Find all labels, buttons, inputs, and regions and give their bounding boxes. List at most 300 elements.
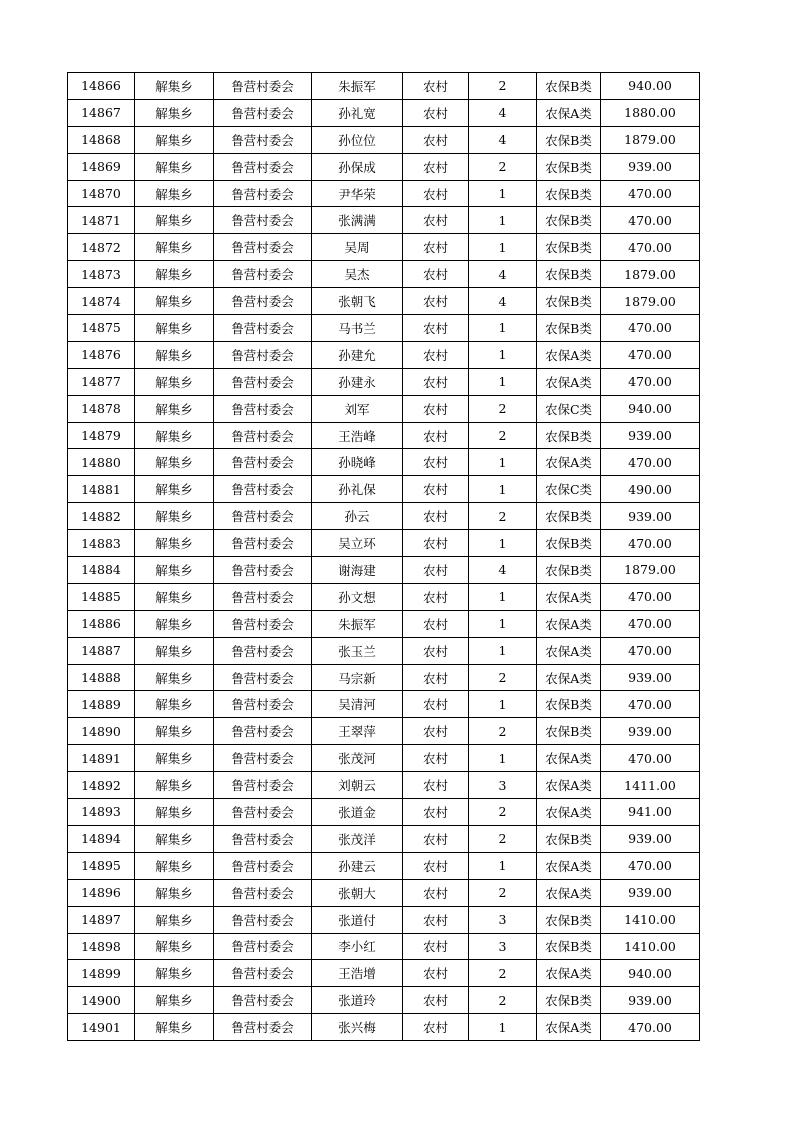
household-size-cell: 2 <box>469 153 537 180</box>
village-committee-cell: 鲁营村委会 <box>214 906 312 933</box>
village-committee-cell: 鲁营村委会 <box>214 852 312 879</box>
insurance-category-cell: 农保A类 <box>537 637 601 664</box>
table-row <box>68 368 700 395</box>
township-cell: 解集乡 <box>135 530 214 557</box>
township-cell: 解集乡 <box>135 207 214 234</box>
township-cell: 解集乡 <box>135 368 214 395</box>
amount-cell: 939.00 <box>601 718 700 745</box>
table-row <box>68 852 700 879</box>
name-cell: 孙礼保 <box>312 476 403 503</box>
record-id-cell: 14881 <box>68 476 135 503</box>
table-row <box>68 987 700 1014</box>
household-size-cell: 2 <box>469 825 537 852</box>
village-committee-cell: 鲁营村委会 <box>214 395 312 422</box>
table-row <box>68 503 700 530</box>
insurance-category-cell: 农保B类 <box>537 530 601 557</box>
record-id-cell: 14885 <box>68 583 135 610</box>
area-type-cell: 农村 <box>403 987 469 1014</box>
area-type-cell: 农村 <box>403 745 469 772</box>
insurance-category-cell: 农保A类 <box>537 879 601 906</box>
village-committee-cell: 鲁营村委会 <box>214 422 312 449</box>
name-cell: 张道付 <box>312 906 403 933</box>
amount-cell: 470.00 <box>601 315 700 342</box>
table-row <box>68 718 700 745</box>
insurance-category-cell: 农保A类 <box>537 664 601 691</box>
name-cell: 孙晓峰 <box>312 449 403 476</box>
village-committee-cell: 鲁营村委会 <box>214 960 312 987</box>
village-committee-cell: 鲁营村委会 <box>214 933 312 960</box>
household-size-cell: 2 <box>469 73 537 100</box>
name-cell: 朱振军 <box>312 610 403 637</box>
area-type-cell: 农村 <box>403 234 469 261</box>
insurance-category-cell: 农保B类 <box>537 73 601 100</box>
amount-cell: 1410.00 <box>601 933 700 960</box>
household-size-cell: 2 <box>469 664 537 691</box>
household-size-cell: 3 <box>469 906 537 933</box>
village-committee-cell: 鲁营村委会 <box>214 99 312 126</box>
record-id-cell: 14877 <box>68 368 135 395</box>
record-id-cell: 14886 <box>68 610 135 637</box>
table-row <box>68 234 700 261</box>
record-id-cell: 14868 <box>68 126 135 153</box>
record-id-cell: 14896 <box>68 879 135 906</box>
village-committee-cell: 鲁营村委会 <box>214 691 312 718</box>
record-id-cell: 14875 <box>68 315 135 342</box>
household-size-cell: 4 <box>469 557 537 584</box>
area-type-cell: 农村 <box>403 1014 469 1041</box>
township-cell: 解集乡 <box>135 422 214 449</box>
household-size-cell: 2 <box>469 395 537 422</box>
name-cell: 吴周 <box>312 234 403 261</box>
village-committee-cell: 鲁营村委会 <box>214 368 312 395</box>
village-committee-cell: 鲁营村委会 <box>214 476 312 503</box>
household-size-cell: 1 <box>469 1014 537 1041</box>
village-committee-cell: 鲁营村委会 <box>214 745 312 772</box>
household-size-cell: 1 <box>469 610 537 637</box>
insurance-category-cell: 农保B类 <box>537 718 601 745</box>
name-cell: 李小红 <box>312 933 403 960</box>
household-size-cell: 2 <box>469 503 537 530</box>
table-row <box>68 73 700 100</box>
record-id-cell: 14872 <box>68 234 135 261</box>
household-size-cell: 4 <box>469 126 537 153</box>
amount-cell: 470.00 <box>601 341 700 368</box>
village-committee-cell: 鲁营村委会 <box>214 180 312 207</box>
table-row <box>68 610 700 637</box>
household-size-cell: 1 <box>469 691 537 718</box>
household-size-cell: 3 <box>469 933 537 960</box>
name-cell: 王翠萍 <box>312 718 403 745</box>
name-cell: 刘军 <box>312 395 403 422</box>
record-id-cell: 14887 <box>68 637 135 664</box>
amount-cell: 470.00 <box>601 368 700 395</box>
household-size-cell: 2 <box>469 879 537 906</box>
village-committee-cell: 鲁营村委会 <box>214 288 312 315</box>
amount-cell: 940.00 <box>601 73 700 100</box>
name-cell: 刘朝云 <box>312 772 403 799</box>
household-size-cell: 2 <box>469 799 537 826</box>
area-type-cell: 农村 <box>403 557 469 584</box>
area-type-cell: 农村 <box>403 476 469 503</box>
insurance-category-cell: 农保B类 <box>537 557 601 584</box>
amount-cell: 940.00 <box>601 395 700 422</box>
village-committee-cell: 鲁营村委会 <box>214 583 312 610</box>
township-cell: 解集乡 <box>135 180 214 207</box>
amount-cell: 470.00 <box>601 449 700 476</box>
township-cell: 解集乡 <box>135 610 214 637</box>
township-cell: 解集乡 <box>135 906 214 933</box>
insurance-category-cell: 农保A类 <box>537 449 601 476</box>
amount-cell: 939.00 <box>601 987 700 1014</box>
amount-cell: 470.00 <box>601 637 700 664</box>
table-row <box>68 153 700 180</box>
household-size-cell: 1 <box>469 476 537 503</box>
township-cell: 解集乡 <box>135 718 214 745</box>
township-cell: 解集乡 <box>135 583 214 610</box>
insurance-category-cell: 农保A类 <box>537 583 601 610</box>
village-committee-cell: 鲁营村委会 <box>214 1014 312 1041</box>
area-type-cell: 农村 <box>403 906 469 933</box>
table-row <box>68 530 700 557</box>
area-type-cell: 农村 <box>403 422 469 449</box>
insurance-category-cell: 农保B类 <box>537 503 601 530</box>
amount-cell: 939.00 <box>601 879 700 906</box>
table-row <box>68 799 700 826</box>
area-type-cell: 农村 <box>403 960 469 987</box>
record-id-cell: 14880 <box>68 449 135 476</box>
area-type-cell: 农村 <box>403 852 469 879</box>
township-cell: 解集乡 <box>135 234 214 261</box>
village-committee-cell: 鲁营村委会 <box>214 341 312 368</box>
table-row <box>68 476 700 503</box>
amount-cell: 1879.00 <box>601 126 700 153</box>
table-row <box>68 906 700 933</box>
table-row <box>68 341 700 368</box>
amount-cell: 1879.00 <box>601 261 700 288</box>
amount-cell: 470.00 <box>601 691 700 718</box>
area-type-cell: 农村 <box>403 99 469 126</box>
amount-cell: 939.00 <box>601 422 700 449</box>
amount-cell: 470.00 <box>601 610 700 637</box>
table-row <box>68 664 700 691</box>
record-id-cell: 14874 <box>68 288 135 315</box>
household-size-cell: 2 <box>469 960 537 987</box>
township-cell: 解集乡 <box>135 99 214 126</box>
area-type-cell: 农村 <box>403 180 469 207</box>
record-id-cell: 14897 <box>68 906 135 933</box>
household-size-cell: 4 <box>469 288 537 315</box>
insurance-category-cell: 农保A类 <box>537 1014 601 1041</box>
name-cell: 孙文想 <box>312 583 403 610</box>
table-row <box>68 395 700 422</box>
village-committee-cell: 鲁营村委会 <box>214 126 312 153</box>
village-committee-cell: 鲁营村委会 <box>214 315 312 342</box>
amount-cell: 940.00 <box>601 960 700 987</box>
area-type-cell: 农村 <box>403 637 469 664</box>
name-cell: 孙建云 <box>312 852 403 879</box>
household-size-cell: 1 <box>469 368 537 395</box>
township-cell: 解集乡 <box>135 126 214 153</box>
table-row <box>68 933 700 960</box>
insurance-category-cell: 农保B类 <box>537 180 601 207</box>
household-size-cell: 1 <box>469 530 537 557</box>
name-cell: 马书兰 <box>312 315 403 342</box>
household-size-cell: 1 <box>469 341 537 368</box>
household-size-cell: 1 <box>469 315 537 342</box>
area-type-cell: 农村 <box>403 503 469 530</box>
insurance-category-cell: 农保B类 <box>537 153 601 180</box>
township-cell: 解集乡 <box>135 153 214 180</box>
amount-cell: 1880.00 <box>601 99 700 126</box>
table-row <box>68 288 700 315</box>
household-size-cell: 2 <box>469 987 537 1014</box>
amount-cell: 1879.00 <box>601 557 700 584</box>
household-size-cell: 1 <box>469 583 537 610</box>
insurance-category-cell: 农保A类 <box>537 745 601 772</box>
amount-cell: 939.00 <box>601 825 700 852</box>
amount-cell: 941.00 <box>601 799 700 826</box>
table-row <box>68 583 700 610</box>
record-id-cell: 14867 <box>68 99 135 126</box>
village-committee-cell: 鲁营村委会 <box>214 261 312 288</box>
village-committee-cell: 鲁营村委会 <box>214 503 312 530</box>
area-type-cell: 农村 <box>403 288 469 315</box>
table-row <box>68 422 700 449</box>
name-cell: 孙保成 <box>312 153 403 180</box>
township-cell: 解集乡 <box>135 852 214 879</box>
amount-cell: 470.00 <box>601 1014 700 1041</box>
village-committee-cell: 鲁营村委会 <box>214 234 312 261</box>
table-row <box>68 180 700 207</box>
area-type-cell: 农村 <box>403 530 469 557</box>
record-id-cell: 14890 <box>68 718 135 745</box>
record-id-cell: 14873 <box>68 261 135 288</box>
insurance-category-cell: 农保B类 <box>537 422 601 449</box>
village-committee-cell: 鲁营村委会 <box>214 153 312 180</box>
township-cell: 解集乡 <box>135 557 214 584</box>
insurance-category-cell: 农保B类 <box>537 234 601 261</box>
records-table <box>67 72 700 1041</box>
record-id-cell: 14876 <box>68 341 135 368</box>
record-id-cell: 14888 <box>68 664 135 691</box>
name-cell: 孙建允 <box>312 341 403 368</box>
insurance-category-cell: 农保B类 <box>537 315 601 342</box>
area-type-cell: 农村 <box>403 368 469 395</box>
name-cell: 王浩增 <box>312 960 403 987</box>
amount-cell: 470.00 <box>601 583 700 610</box>
amount-cell: 490.00 <box>601 476 700 503</box>
records-table-body <box>68 73 700 1041</box>
insurance-category-cell: 农保A类 <box>537 368 601 395</box>
record-id-cell: 14899 <box>68 960 135 987</box>
record-id-cell: 14901 <box>68 1014 135 1041</box>
amount-cell: 470.00 <box>601 530 700 557</box>
village-committee-cell: 鲁营村委会 <box>214 530 312 557</box>
insurance-category-cell: 农保A类 <box>537 772 601 799</box>
village-committee-cell: 鲁营村委会 <box>214 449 312 476</box>
township-cell: 解集乡 <box>135 288 214 315</box>
insurance-category-cell: 农保A类 <box>537 610 601 637</box>
area-type-cell: 农村 <box>403 610 469 637</box>
village-committee-cell: 鲁营村委会 <box>214 879 312 906</box>
table-row <box>68 261 700 288</box>
table-row <box>68 315 700 342</box>
insurance-category-cell: 农保B类 <box>537 825 601 852</box>
township-cell: 解集乡 <box>135 825 214 852</box>
table-row <box>68 960 700 987</box>
household-size-cell: 1 <box>469 234 537 261</box>
record-id-cell: 14871 <box>68 207 135 234</box>
name-cell: 张茂洋 <box>312 825 403 852</box>
township-cell: 解集乡 <box>135 772 214 799</box>
township-cell: 解集乡 <box>135 503 214 530</box>
amount-cell: 1411.00 <box>601 772 700 799</box>
household-size-cell: 3 <box>469 772 537 799</box>
village-committee-cell: 鲁营村委会 <box>214 73 312 100</box>
insurance-category-cell: 农保B类 <box>537 933 601 960</box>
table-row <box>68 99 700 126</box>
amount-cell: 470.00 <box>601 852 700 879</box>
table-row <box>68 207 700 234</box>
record-id-cell: 14866 <box>68 73 135 100</box>
insurance-category-cell: 农保B类 <box>537 207 601 234</box>
record-id-cell: 14892 <box>68 772 135 799</box>
township-cell: 解集乡 <box>135 879 214 906</box>
household-size-cell: 1 <box>469 852 537 879</box>
village-committee-cell: 鲁营村委会 <box>214 987 312 1014</box>
name-cell: 吴杰 <box>312 261 403 288</box>
name-cell: 孙建永 <box>312 368 403 395</box>
name-cell: 吴立环 <box>312 530 403 557</box>
area-type-cell: 农村 <box>403 126 469 153</box>
area-type-cell: 农村 <box>403 879 469 906</box>
village-committee-cell: 鲁营村委会 <box>214 610 312 637</box>
township-cell: 解集乡 <box>135 799 214 826</box>
name-cell: 吴清河 <box>312 691 403 718</box>
amount-cell: 1879.00 <box>601 288 700 315</box>
amount-cell: 939.00 <box>601 664 700 691</box>
area-type-cell: 农村 <box>403 449 469 476</box>
insurance-category-cell: 农保B类 <box>537 906 601 933</box>
township-cell: 解集乡 <box>135 691 214 718</box>
name-cell: 张朝大 <box>312 879 403 906</box>
area-type-cell: 农村 <box>403 395 469 422</box>
township-cell: 解集乡 <box>135 664 214 691</box>
township-cell: 解集乡 <box>135 745 214 772</box>
insurance-category-cell: 农保C类 <box>537 395 601 422</box>
insurance-category-cell: 农保A类 <box>537 99 601 126</box>
area-type-cell: 农村 <box>403 772 469 799</box>
record-id-cell: 14900 <box>68 987 135 1014</box>
name-cell: 张茂河 <box>312 745 403 772</box>
area-type-cell: 农村 <box>403 341 469 368</box>
area-type-cell: 农村 <box>403 664 469 691</box>
area-type-cell: 农村 <box>403 153 469 180</box>
household-size-cell: 1 <box>469 745 537 772</box>
table-row <box>68 825 700 852</box>
area-type-cell: 农村 <box>403 583 469 610</box>
name-cell: 尹华荣 <box>312 180 403 207</box>
village-committee-cell: 鲁营村委会 <box>214 772 312 799</box>
township-cell: 解集乡 <box>135 315 214 342</box>
area-type-cell: 农村 <box>403 825 469 852</box>
household-size-cell: 1 <box>469 180 537 207</box>
amount-cell: 470.00 <box>601 180 700 207</box>
name-cell: 张玉兰 <box>312 637 403 664</box>
area-type-cell: 农村 <box>403 799 469 826</box>
insurance-category-cell: 农保B类 <box>537 288 601 315</box>
record-id-cell: 14889 <box>68 691 135 718</box>
township-cell: 解集乡 <box>135 449 214 476</box>
township-cell: 解集乡 <box>135 1014 214 1041</box>
village-committee-cell: 鲁营村委会 <box>214 557 312 584</box>
amount-cell: 939.00 <box>601 153 700 180</box>
table-row <box>68 879 700 906</box>
name-cell: 孙礼宽 <box>312 99 403 126</box>
village-committee-cell: 鲁营村委会 <box>214 799 312 826</box>
name-cell: 朱振军 <box>312 73 403 100</box>
village-committee-cell: 鲁营村委会 <box>214 637 312 664</box>
record-id-cell: 14879 <box>68 422 135 449</box>
household-size-cell: 1 <box>469 637 537 664</box>
household-size-cell: 4 <box>469 261 537 288</box>
insurance-category-cell: 农保C类 <box>537 476 601 503</box>
name-cell: 王浩峰 <box>312 422 403 449</box>
amount-cell: 470.00 <box>601 207 700 234</box>
area-type-cell: 农村 <box>403 933 469 960</box>
township-cell: 解集乡 <box>135 395 214 422</box>
table-row <box>68 557 700 584</box>
record-id-cell: 14884 <box>68 557 135 584</box>
insurance-category-cell: 农保B类 <box>537 691 601 718</box>
record-id-cell: 14869 <box>68 153 135 180</box>
township-cell: 解集乡 <box>135 960 214 987</box>
household-size-cell: 1 <box>469 449 537 476</box>
table-row <box>68 691 700 718</box>
name-cell: 张道玲 <box>312 987 403 1014</box>
area-type-cell: 农村 <box>403 718 469 745</box>
area-type-cell: 农村 <box>403 207 469 234</box>
township-cell: 解集乡 <box>135 341 214 368</box>
record-id-cell: 14882 <box>68 503 135 530</box>
township-cell: 解集乡 <box>135 933 214 960</box>
insurance-category-cell: 农保A类 <box>537 960 601 987</box>
record-id-cell: 14898 <box>68 933 135 960</box>
table-row <box>68 745 700 772</box>
record-id-cell: 14894 <box>68 825 135 852</box>
table-row <box>68 772 700 799</box>
village-committee-cell: 鲁营村委会 <box>214 207 312 234</box>
amount-cell: 939.00 <box>601 503 700 530</box>
household-size-cell: 4 <box>469 99 537 126</box>
village-committee-cell: 鲁营村委会 <box>214 718 312 745</box>
insurance-category-cell: 农保B类 <box>537 987 601 1014</box>
village-committee-cell: 鲁营村委会 <box>214 825 312 852</box>
name-cell: 张朝飞 <box>312 288 403 315</box>
amount-cell: 1410.00 <box>601 906 700 933</box>
township-cell: 解集乡 <box>135 261 214 288</box>
name-cell: 马宗新 <box>312 664 403 691</box>
household-size-cell: 1 <box>469 207 537 234</box>
record-id-cell: 14891 <box>68 745 135 772</box>
household-size-cell: 2 <box>469 718 537 745</box>
village-committee-cell: 鲁营村委会 <box>214 664 312 691</box>
insurance-category-cell: 农保A类 <box>537 852 601 879</box>
insurance-category-cell: 农保B类 <box>537 261 601 288</box>
area-type-cell: 农村 <box>403 261 469 288</box>
table-row <box>68 126 700 153</box>
insurance-category-cell: 农保A类 <box>537 341 601 368</box>
